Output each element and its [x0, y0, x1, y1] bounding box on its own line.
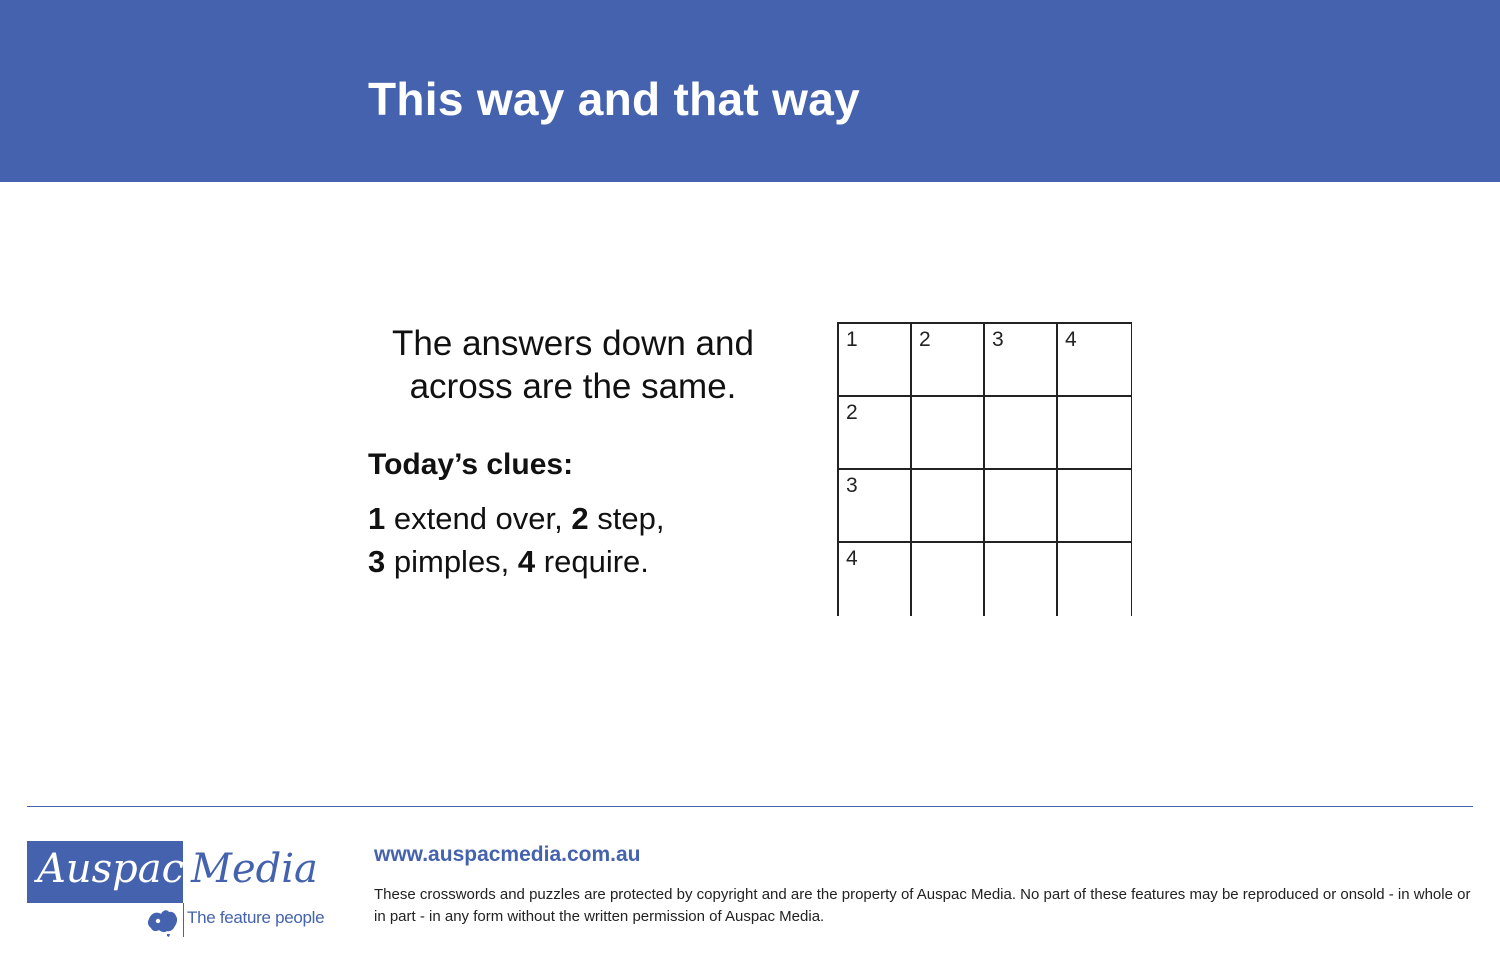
- grid-cell[interactable]: [985, 470, 1058, 543]
- cell-number: 1: [846, 328, 858, 351]
- grid-cell[interactable]: [912, 324, 985, 397]
- clue-number: 3: [368, 544, 386, 579]
- grid-cell[interactable]: [912, 397, 985, 470]
- cell-number: 3: [992, 328, 1004, 351]
- cell-number: 2: [846, 401, 858, 424]
- auspac-media-logo: [27, 841, 323, 941]
- footer-divider: [27, 806, 1473, 807]
- grid-cell[interactable]: [839, 470, 912, 543]
- cell-number: 4: [846, 547, 858, 570]
- clues-list: [368, 497, 664, 583]
- grid-cell[interactable]: [912, 543, 985, 616]
- grid-cell[interactable]: [985, 397, 1058, 470]
- logo-text-media: Media: [191, 846, 318, 892]
- copyright-notice: These crosswords and puzzles are protected by copyright and are the property of Auspac Media. No part of these features may be reproduced or onsold - in whole or in part - in any form without the written permission of Auspac Media.: [374, 886, 1471, 925]
- cell-number: 4: [1065, 328, 1077, 351]
- clues-line-2: [368, 540, 664, 583]
- australia-map-icon: [145, 905, 181, 939]
- logo-text-auspac: Auspac: [37, 846, 185, 892]
- grid-cell[interactable]: [912, 470, 985, 543]
- clue-number: 2: [571, 501, 589, 536]
- logo-box: [27, 841, 183, 903]
- clues-heading: Today’s clues:: [368, 448, 574, 481]
- cell-number: 3: [846, 474, 858, 497]
- clue-text: step,: [588, 501, 665, 536]
- grid-cell[interactable]: [839, 397, 912, 470]
- cell-number: 2: [919, 328, 931, 351]
- clue-text: pimples,: [385, 544, 518, 579]
- grid-cell[interactable]: [839, 324, 912, 397]
- grid-cell[interactable]: [1058, 543, 1131, 616]
- grid-cell[interactable]: [1058, 470, 1131, 543]
- website-link[interactable]: www.auspacmedia.com.au: [374, 843, 641, 866]
- grid-cell[interactable]: [839, 543, 912, 616]
- clue-text: require.: [535, 544, 649, 579]
- clue-text: extend over,: [385, 501, 572, 536]
- grid-cell[interactable]: [1058, 397, 1131, 470]
- puzzle-instructions: The answers down and across are the same.: [392, 324, 754, 406]
- logo-divider-line: [183, 903, 184, 937]
- grid-cell[interactable]: [985, 543, 1058, 616]
- header-banner: [0, 0, 1500, 182]
- crossword-grid: [837, 322, 1132, 616]
- clues-line-1: [368, 497, 664, 540]
- page-title: This way and that way: [368, 73, 860, 125]
- logo-tagline: The feature people: [187, 908, 325, 927]
- grid-cell[interactable]: [1058, 324, 1131, 397]
- clue-number: 1: [368, 501, 386, 536]
- clue-number: 4: [517, 544, 536, 579]
- grid-cell[interactable]: [985, 324, 1058, 397]
